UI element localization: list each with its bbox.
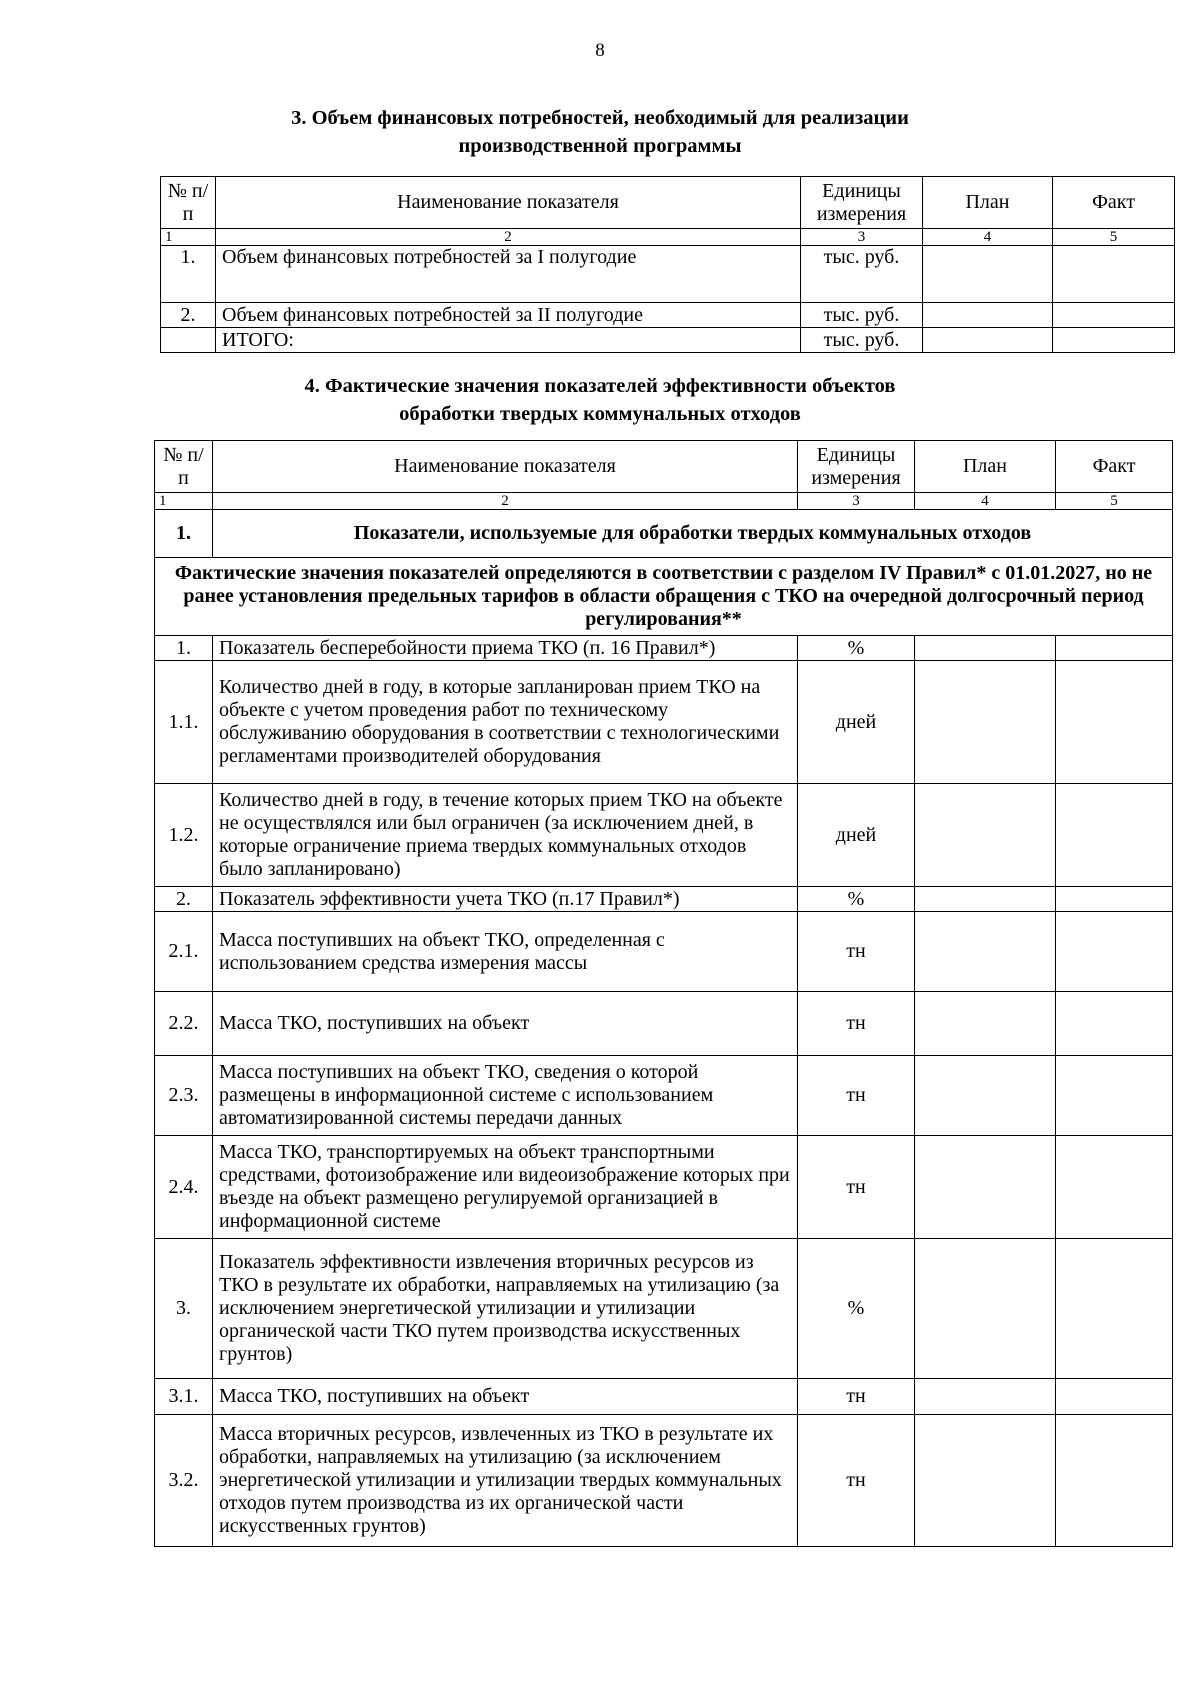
group-num: 1.	[155, 510, 213, 558]
row-fact	[1056, 784, 1173, 887]
row-num: 2.1.	[155, 912, 213, 992]
row-name: Объем финансовых потребностей за II полугодие	[216, 303, 801, 328]
row-plan	[923, 328, 1053, 353]
row-unit: тыс. руб.	[801, 303, 923, 328]
index-cell: 1	[155, 493, 213, 510]
row-fact	[1056, 1056, 1173, 1136]
table-header-row	[155, 441, 1173, 493]
row-fact	[1053, 328, 1175, 353]
header-name: Наименование показателя	[213, 441, 798, 493]
header-fact: Факт	[1056, 441, 1173, 493]
index-cell: 1	[161, 229, 216, 246]
row-num: 3.2.	[155, 1415, 213, 1547]
row-num: 1.2.	[155, 784, 213, 887]
row-fact	[1056, 1136, 1173, 1239]
row-unit: тн	[798, 1415, 915, 1547]
section3-title-line1: 3. Объем финансовых потребностей, необходимый для реализации	[291, 107, 909, 129]
table-row	[155, 1136, 1173, 1239]
row-name: Масса вторичных ресурсов, извлеченных из ТКО в результате их обработки, направляемых на утилизацию (за исключением энергетической утилизации и утилизации твердых коммунальных отходов путем производства из их органической части искусственных грунтов)	[213, 1415, 798, 1547]
row-num	[161, 328, 216, 353]
financial-needs-table	[160, 176, 1175, 353]
header-unit: Единицы измерения	[801, 177, 923, 229]
row-unit: тыс. руб.	[801, 246, 923, 303]
row-num: 2.	[161, 303, 216, 328]
row-unit: тн	[798, 912, 915, 992]
header-fact: Факт	[1053, 177, 1175, 229]
table-row	[155, 992, 1173, 1056]
section3-title-line2: производственной программы	[458, 135, 742, 157]
row-name: Показатель эффективности учета ТКО (п.17 Правил*)	[213, 887, 798, 912]
row-plan	[923, 303, 1053, 328]
row-unit: дней	[798, 661, 915, 784]
row-fact	[1056, 661, 1173, 784]
row-num: 2.	[155, 887, 213, 912]
table-row	[155, 784, 1173, 887]
row-fact	[1056, 1415, 1173, 1547]
index-cell: 3	[801, 229, 923, 246]
table-row	[155, 912, 1173, 992]
table-row-total	[161, 328, 1175, 353]
row-plan	[923, 246, 1053, 303]
section4-title-line2: обработки твердых коммунальных отходов	[399, 403, 801, 425]
row-fact	[1056, 1379, 1173, 1415]
row-name: Масса поступивших на объект ТКО, определенная с использованием средства измерения массы	[213, 912, 798, 992]
row-plan	[915, 784, 1056, 887]
efficiency-indicators-table	[154, 440, 1173, 1547]
row-num: 2.2.	[155, 992, 213, 1056]
section4-title	[0, 372, 1200, 428]
row-name: Показатель бесперебойности приема ТКО (п. 16 Правил*)	[213, 636, 798, 661]
index-cell: 5	[1053, 229, 1175, 246]
section3-title	[0, 104, 1200, 160]
index-cell: 4	[923, 229, 1053, 246]
row-name: Масса ТКО, поступивших на объект	[213, 992, 798, 1056]
table-header-row	[161, 177, 1175, 229]
row-name: ИТОГО:	[216, 328, 801, 353]
row-plan	[915, 1056, 1056, 1136]
row-name: Масса поступивших на объект ТКО, сведения о которой размещены в информационной системе с использованием автоматизированной системы передачи данных	[213, 1056, 798, 1136]
table-row	[155, 636, 1173, 661]
table-row	[155, 1415, 1173, 1547]
row-unit: %	[798, 636, 915, 661]
group-row	[155, 510, 1173, 558]
index-cell: 4	[915, 493, 1056, 510]
row-unit: %	[798, 1239, 915, 1379]
row-name: Показатель эффективности извлечения вторичных ресурсов из ТКО в результате их обработки, направляемых на утилизацию (за исключением энергетической утилизации и утилизации органической части ТКО путем производства искусственных грунтов)	[213, 1239, 798, 1379]
row-plan	[915, 992, 1056, 1056]
row-unit: тн	[798, 1136, 915, 1239]
index-cell: 2	[216, 229, 801, 246]
index-cell: 2	[213, 493, 798, 510]
row-fact	[1053, 303, 1175, 328]
row-fact	[1056, 992, 1173, 1056]
row-unit: тн	[798, 1379, 915, 1415]
header-num: № п/п	[155, 441, 213, 493]
index-cell: 3	[798, 493, 915, 510]
row-unit: %	[798, 887, 915, 912]
row-unit: тн	[798, 992, 915, 1056]
table-row	[155, 661, 1173, 784]
row-plan	[915, 1136, 1056, 1239]
page-number: 8	[595, 40, 605, 61]
header-plan: План	[923, 177, 1053, 229]
row-num: 3.	[155, 1239, 213, 1379]
note-text: Фактические значения показателей определяются в соответствии с разделом IV Правил* с 01.01.2027, но не ранее установления предельных тарифов в области обращения с ТКО на очередной долгосрочный период регулирования**	[155, 558, 1173, 636]
table-row	[161, 303, 1175, 328]
row-unit: тыс. руб.	[801, 328, 923, 353]
column-index-row	[161, 229, 1175, 246]
table-row	[155, 887, 1173, 912]
group-title: Показатели, используемые для обработки твердых коммунальных отходов	[213, 510, 1173, 558]
note-row	[155, 558, 1173, 636]
row-plan	[915, 661, 1056, 784]
row-fact	[1056, 1239, 1173, 1379]
row-plan	[915, 912, 1056, 992]
index-cell: 5	[1056, 493, 1173, 510]
header-name: Наименование показателя	[216, 177, 801, 229]
row-name: Масса ТКО, поступивших на объект	[213, 1379, 798, 1415]
row-fact	[1056, 887, 1173, 912]
row-fact	[1056, 636, 1173, 661]
row-name: Количество дней в году, в течение которых прием ТКО на объекте не осуществлялся или был ограничен (за исключением дней, в которые ограничение приема твердых коммунальных отходов было запланировано)	[213, 784, 798, 887]
row-name: Количество дней в году, в которые запланирован прием ТКО на объекте с учетом проведения работ по техническому обслуживанию оборудования в соответствии с технологическими регламентами производителей оборудования	[213, 661, 798, 784]
row-name: Масса ТКО, транспортируемых на объект транспортными средствами, фотоизображение или видеоизображение которых при въезде на объект размещено регулируемой организацией в информационной системе	[213, 1136, 798, 1239]
table-row	[155, 1379, 1173, 1415]
row-num: 2.4.	[155, 1136, 213, 1239]
table-row	[155, 1056, 1173, 1136]
row-num: 2.3.	[155, 1056, 213, 1136]
row-unit: дней	[798, 784, 915, 887]
row-num: 1.	[155, 636, 213, 661]
row-num: 1.1.	[155, 661, 213, 784]
header-plan: План	[915, 441, 1056, 493]
row-plan	[915, 1239, 1056, 1379]
row-plan	[915, 887, 1056, 912]
row-num: 1.	[161, 246, 216, 303]
row-plan	[915, 1415, 1056, 1547]
header-unit: Единицы измерения	[798, 441, 915, 493]
header-num: № п/п	[161, 177, 216, 229]
table-row	[155, 1239, 1173, 1379]
row-fact	[1053, 246, 1175, 303]
table-row	[161, 246, 1175, 303]
row-num: 3.1.	[155, 1379, 213, 1415]
row-fact	[1056, 912, 1173, 992]
column-index-row	[155, 493, 1173, 510]
row-plan	[915, 636, 1056, 661]
row-name: Объем финансовых потребностей за I полугодие	[216, 246, 801, 303]
section4-title-line1: 4. Фактические значения показателей эффективности объектов	[304, 375, 896, 397]
row-plan	[915, 1379, 1056, 1415]
row-unit: тн	[798, 1056, 915, 1136]
